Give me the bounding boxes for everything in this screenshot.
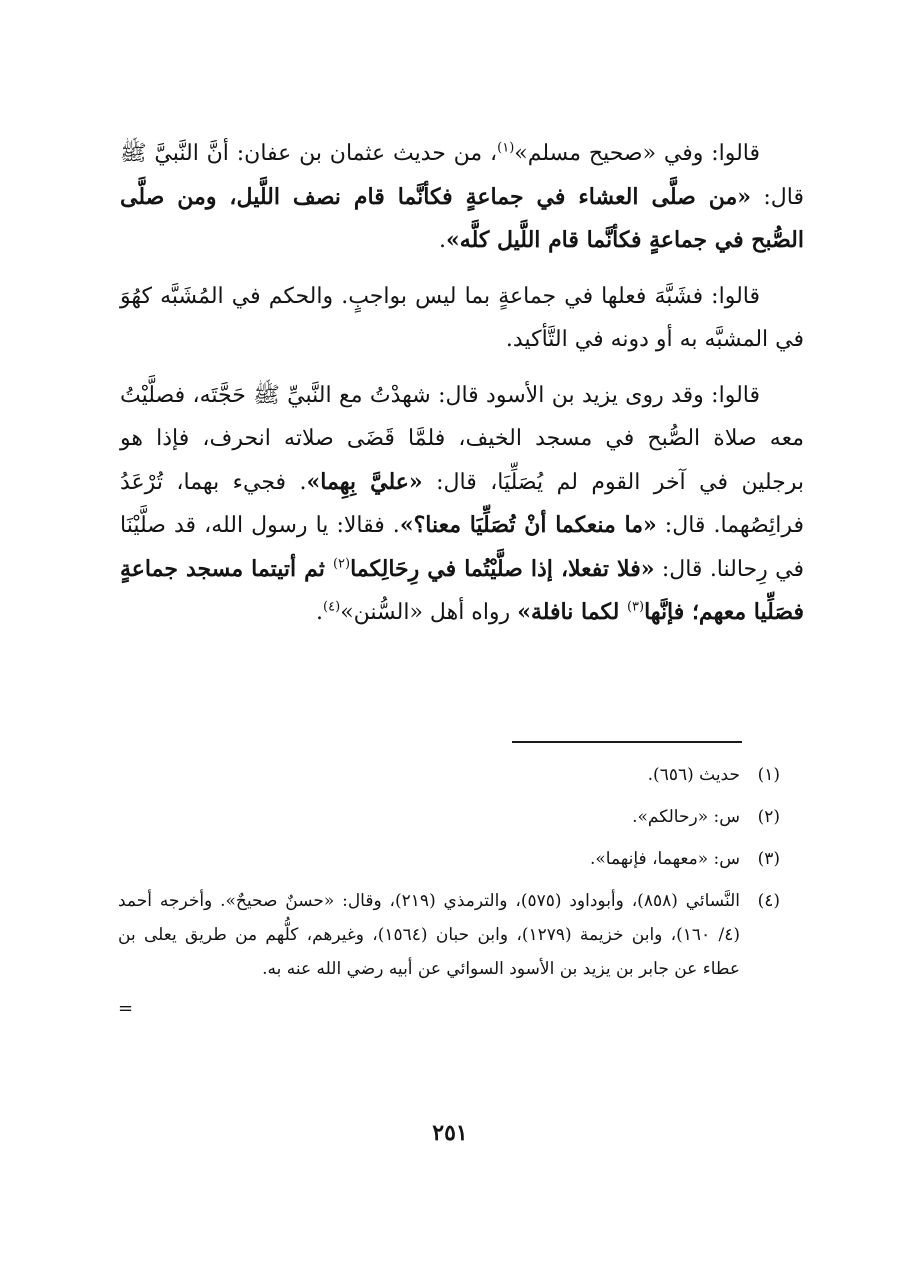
text-run: . xyxy=(316,600,324,625)
footnote-text: س: «رحالكم». xyxy=(632,807,740,827)
footnote-reference: (٤) xyxy=(323,599,341,615)
text-run: قالوا: وفي «صحيح مسلم» xyxy=(514,141,761,166)
main-text xyxy=(120,132,804,647)
footnote-4 xyxy=(118,884,780,986)
bold-quote: «من صلَّى العشاء في جماعةٍ فكأنَّما قام نصف اللَّيل، ومن صلَّى الصُّبح في جماعةٍ فكأنَّما قام اللَّيل كلَّه» xyxy=(120,183,804,253)
text-run: ، من حديث عثمان بن عفان: أنَّ النَّبيَّ ﷺ قال: xyxy=(120,141,805,210)
bold-quote: لكما نافلة» xyxy=(517,599,627,625)
footnote-2 xyxy=(118,800,780,834)
text-run: . فقالا: يا رسول الله، قد صلَّيْنَا في رِحالنا. قال: xyxy=(120,513,804,582)
text-run: قالوا: وقد روى يزيد بن الأسود قال: شهدْتُ مع النَّبيِّ ﷺ حَجَّتَه، فصلَّيْتُ معه صلاة الصُّبح في مسجد الخيف، فلمَّا قَضَى صلاته انحرف، فإذا هو برجلين في آخر القوم لم يُصَلِّيَا، قال: xyxy=(120,382,804,495)
footnote-text: النَّسائي (٨٥٨)، وأبوداود (٥٧٥)، والترمذي (٢١٩)، وقال: «حسنٌ صحيحٌ». وأخرجه أحمد (٤/ ١٦٠)، وابن خزيمة (١٢٧٩)، وابن حبان (١٥٦٤)، وغيرهم، كلُّهم من طريق يعلى بن عطاء عن جابر بن يزيد بن الأسود السوائي عن أبيه رضي الله عنه به. xyxy=(118,891,741,979)
continuation-mark: = xyxy=(118,998,134,1019)
footnote-separator xyxy=(512,741,742,743)
text-run: رواه أهل «السُّنن» xyxy=(340,600,518,625)
paragraph-3 xyxy=(120,374,804,635)
bold-quote: «عليَّ بِهِما» xyxy=(306,468,423,495)
footnote-reference: (٣) xyxy=(626,599,645,615)
footnote-number: (١) xyxy=(757,765,780,785)
page-number: ٢٥١ xyxy=(432,1120,468,1146)
text-run: . فجيء بهما، تُرْعَدُ فرائِصُهما. قال: xyxy=(120,469,804,538)
footnote-number: (٢) xyxy=(757,807,780,827)
footnote-1 xyxy=(118,758,780,792)
footnote-reference: (٢) xyxy=(332,556,351,572)
bold-quote: «فلا تفعلا، إذا صلَّيْتُما في رِحَالِكما xyxy=(350,555,655,582)
footnote-3 xyxy=(118,842,780,876)
bold-quote: ثم أتيتما مسجد جماعةٍ فصَلِّيا معهم؛ فإنَّها xyxy=(120,555,804,625)
text-run: . xyxy=(439,228,447,253)
footnote-text: س: «معهما، فإنهما». xyxy=(589,849,740,869)
paragraph-1 xyxy=(120,132,804,263)
footnote-reference: (١) xyxy=(497,140,515,156)
footnote-text: حديث (٦٥٦). xyxy=(647,765,740,785)
footnote-number: (٤) xyxy=(757,891,780,911)
footnote-number: (٣) xyxy=(757,849,780,869)
footnotes xyxy=(118,758,780,994)
paragraph-2 xyxy=(120,275,804,362)
text-run: قالوا: فشَبَّهَ فعلها في جماعةٍ بما ليس بواجبٍ. والحكم في المُشَبَّه كهُوَ في المشبَّه به أو دونه في التَّأكيد. xyxy=(120,283,804,352)
bold-quote: «ما منعكما أنْ تُصَلِّيَا معنا؟» xyxy=(399,512,657,538)
